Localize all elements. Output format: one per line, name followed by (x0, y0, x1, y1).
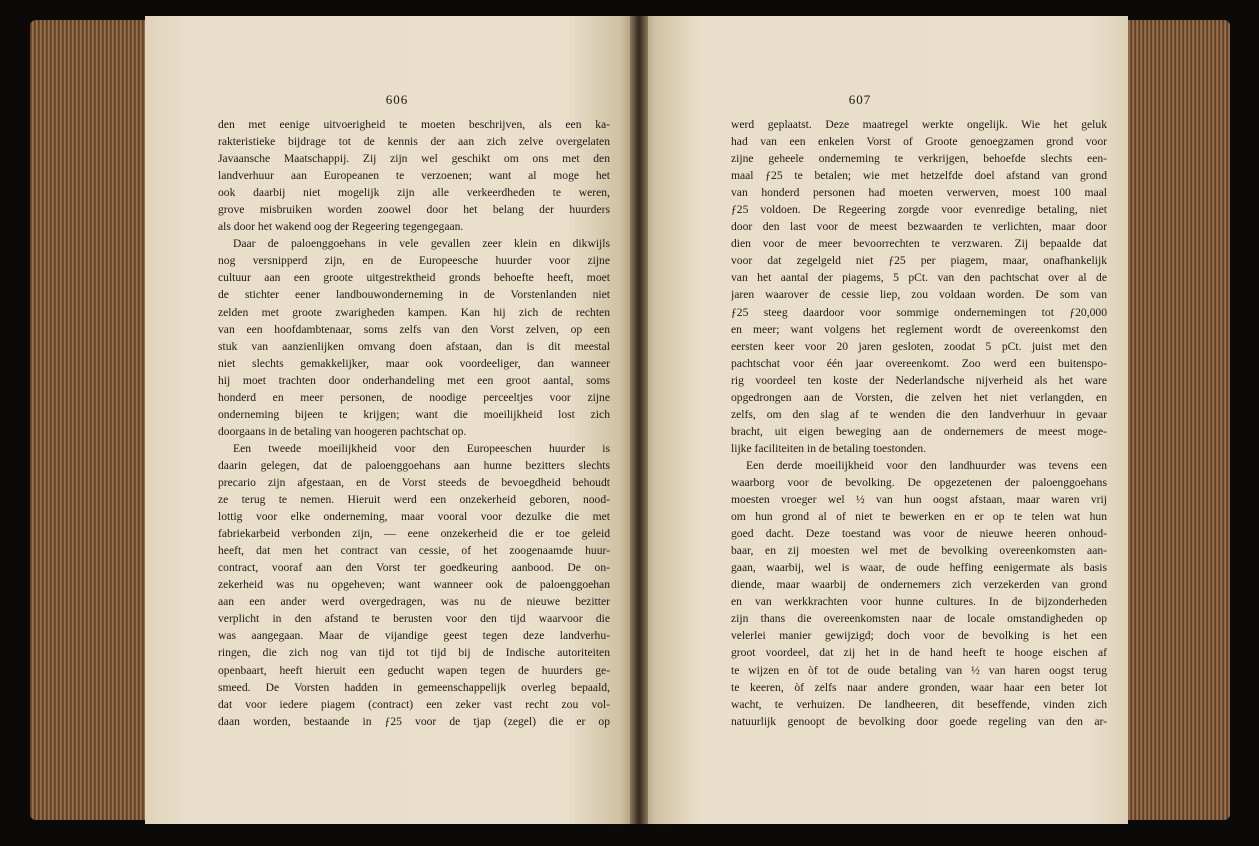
text-line: door den last voor de meest bezwaarden te verlichten, maar door (731, 220, 1107, 234)
text-line: hij moet trachten door onderhandeling met een groot aantal, soms (218, 373, 610, 387)
text-line: bracht, uit eigen beweging aan de ondernemers de meest moge- (731, 424, 1107, 438)
text-line: en meer; want volgens het reglement wordt de overeenkomst den (731, 322, 1107, 336)
text-line: contract, vooraf aan den Vorst ter goedkeuring aanbood. De on- (218, 561, 610, 575)
text-line: dien voor de meer bevoorrechten te verzwaren. Zij bepaalde dat (731, 237, 1107, 251)
text-line: grove misbruiken worden zoowel door het belang der huurders (218, 203, 610, 217)
text-line: eersten keer voor 20 jaren gesloten, zoodat 5 pCt. juist met den (731, 339, 1107, 353)
text-line: verplicht in den afstand te berusten voor den tijd waarvoor die (218, 612, 610, 626)
text-line: waarborg voor de bevolking. De opgezetenen der paloenggoehans (731, 475, 1107, 489)
page-number: 607 (848, 92, 872, 107)
text-line: ook daarbij niet mogelijk zijn alle verkeerdheden te weren, (218, 186, 610, 200)
text-line: gaan, waarbij, wel is waar, de oude heffing eenigermate als basis (731, 561, 1107, 575)
text-line: te wijzen en òf tot de oude betaling van ½ van haren oogst terug (731, 663, 1107, 677)
page-number: 606 (385, 92, 409, 107)
text-line: van het aantal der piagems, 5 pCt. van den pachtschat over al de (731, 271, 1107, 285)
text-line: dat voor iedere piagem (contract) een zeker vast recht zou vol- (218, 697, 610, 711)
text-line: maal ƒ25 te betalen; wie met hetzelfde doel afstand van grond (731, 169, 1107, 183)
text-line: had van een enkelen Vorst of Groote genoegzamen grond voor (731, 135, 1107, 149)
text-line: openbaart, heeft hieruit een geducht wapen tegen de huurders ge- (218, 663, 610, 677)
text-line: natuurlijk genoopt de bevolking door goede regeling van den ar- (731, 714, 1107, 728)
text-line: rig voordeel ten koste der Nederlandsche nijverheid als het ware (731, 373, 1107, 387)
text-line: honderd en meer personen, de noodige perceeltjes voor zijne (218, 390, 610, 404)
text-line: Daar de paloenggoehans in vele gevallen zeer klein en dikwijls (233, 237, 610, 251)
text-line: als door het wakend oog der Regeering tegengegaan. (218, 220, 464, 234)
text-line: opgedrongen aan de Vorsten, die zelven het niet verlangden, en (731, 390, 1107, 404)
text-line: landverhuur aan Europeanen te verzoenen; want al moge het (218, 169, 610, 183)
text-line: Een tweede moeilijkheid voor den Europeeschen huurder is (233, 441, 610, 455)
text-line: van een hoofdambtenaar, soms zelfs van den Vorst zelven, op een (218, 322, 610, 336)
text-line: te keeren, òf zelfs naar andere gronden, waar haar een beter lot (731, 680, 1107, 694)
text-line: pachtschat voor één jaar overeenkomt. Zoo werd een buitenspo- (731, 356, 1107, 370)
text-line: cultuur aan een groote uitgestrektheid gronds behoefte heeft, moet (218, 271, 610, 285)
text-line: en van werkkrachten voor hunne cultures. In de bijzonderheden (731, 595, 1107, 609)
text-line: zelden met groote zwarigheden kampen. Kan hij zich de rechten (218, 305, 610, 319)
text-line: Javaansche Maatschappij. Zij zijn wel geschikt om ons met den (218, 152, 610, 166)
text-line: daarin gelegen, dat de paloenggoehans aan hunne bezitters slechts (218, 458, 610, 472)
text-line: zijne geheele onderneming te verkrijgen, behoefde slechts een- (731, 152, 1107, 166)
text-line: was aangegaan. Maar de vijandige geest tegen deze landverhu- (218, 629, 610, 643)
left-page (145, 16, 635, 824)
text-line: moesten vroeger wel ½ van hun oogst afstaan, maar waren vrij (731, 493, 1107, 507)
text-line: daan worden, bestaande in ƒ25 voor de tjap (zegel) die er op (218, 714, 610, 728)
text-line: lijke faciliteiten in de betaling toestonden. (731, 441, 927, 455)
text-line: van honderd personen had moeten verwerven, moest 100 maal (731, 186, 1107, 200)
text-line: rakteristieke bijdrage tot de kennis der aan zich zelve overgelaten (218, 135, 610, 149)
text-line: niet slechts gemakkelijker, maar ook voordeeliger, dan wanneer (218, 356, 610, 370)
text-line: voor dat zegelgeld niet ƒ25 per piagem, maar, onafhankelijk (731, 254, 1107, 268)
text-line: Een derde moeilijkheid voor den landhuurder was tevens een (746, 458, 1107, 472)
text-line: den met eenige uitvoerigheid te moeten beschrijven, als een ka- (218, 118, 610, 131)
text-line: fabriekarbeid verbonden zijn, — eene onzekerheid die er toe geleid (218, 527, 610, 541)
text-line: diende, maar waarbij de ondernemers zich verzekerden van grond (731, 578, 1107, 592)
text-line: ƒ25 steeg daardoor voor sommige ondernemingen tot ƒ20,000 (731, 305, 1107, 319)
text-line: jaren waarover de cessie liep, zou voldaan worden. De som van (731, 288, 1107, 302)
text-line: ƒ25 voldoen. De Regeering zorgde voor evenredige betaling, niet (731, 203, 1107, 217)
right-page (640, 16, 1128, 824)
text-line: werd geplaatst. Deze maatregel werkte ongelijk. Wie het geluk (731, 118, 1107, 131)
text-line: wacht, te verhuizen. De landheeren, dit beseffende, vinden zich (731, 697, 1107, 711)
text-line: precario zijn afgestaan, en de Vorst steeds de bevoegdheid behoudt (218, 475, 610, 489)
text-line: aan een ander werd overgedragen, was nu de nieuwe bezitter (218, 595, 610, 609)
text-line: nog versnipperd zijn, en de Europeesche huurder voor zijne (218, 254, 610, 268)
book-gutter (630, 16, 648, 824)
text-line: groot voordeel, dat zij het in de hand heeft te hooge eischen af (731, 646, 1107, 660)
page-text (731, 116, 1107, 730)
text-line: stuk van aanzienlijken omvang doen afstaan, dan is dit meestal (218, 339, 610, 353)
left-page-edges (30, 20, 148, 820)
text-line: velerlei manier gewijzigd; doch voor de bevolking is het een (731, 629, 1107, 643)
right-page-edges (1120, 20, 1230, 820)
text-line: doorgaans in de betaling van hoogeren pachtschat op. (218, 424, 467, 438)
text-line: zelfs, om den slag af te wenden die den landverhuur in gevaar (731, 407, 1107, 421)
text-line: ringen, die zich nog van tijd tot tijd bij de Indische autoriteiten (218, 646, 610, 660)
text-line: lottig voor elke onderneming, maar vooral voor dezulke die met (218, 510, 610, 524)
text-line: zekerheid was nu opgeheven; want wanneer ook de paloenggoehan (218, 578, 610, 592)
text-line: goed dacht. Deze toestand was voor de nieuwe heeren onhoud- (731, 527, 1107, 541)
page-text (218, 116, 610, 730)
text-line: onderneming bijeen te krijgen; want die moeilijkheid lost zich (218, 407, 610, 421)
text-line: om hun grond al of niet te bewerken en er op te telen wat hun (731, 510, 1107, 524)
text-line: ze terug te nemen. Hieruit werd een onzekerheid geboren, nood- (218, 493, 610, 507)
text-line: baar, en zij moesten wel met de bevolking overeenkomsten aan- (731, 544, 1107, 558)
text-line: zijn thans die overeenkomsten naar de locale omstandigheden op (731, 612, 1107, 626)
text-line: heeft, dat men het contract van cessie, of het zoogenaamde huur- (218, 544, 610, 558)
text-line: de stichter eener landbouwonderneming in de Vorstenlanden niet (218, 288, 610, 302)
text-line: smeed. De Vorsten hadden in gemeenschappelijk overleg bepaald, (218, 680, 610, 694)
